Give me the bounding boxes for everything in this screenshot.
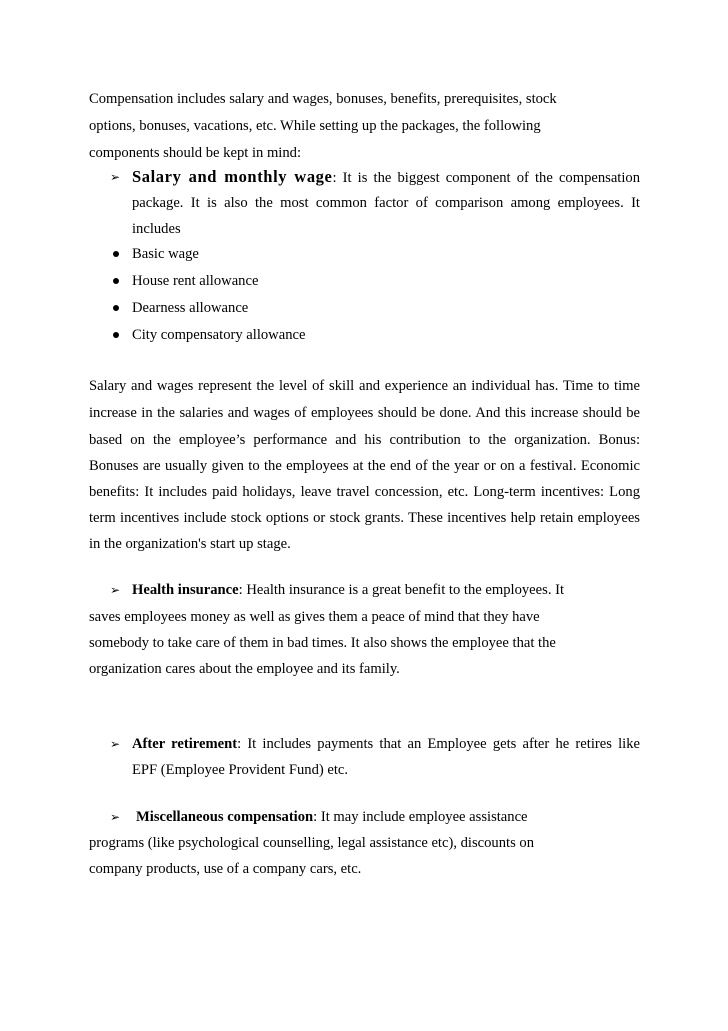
salary-text-3: includes [132,221,181,237]
bullet-item-cca: City compensatory allowance [132,327,306,343]
health-line-3: somebody to take care of them in bad times. It also shows the employee that the [89,635,556,651]
intro-line-2: options, bonuses, vacations, etc. While setting up the packages, the following [89,118,541,134]
health-line-2: saves employees money as well as gives them a peace of mind that they have [89,609,540,625]
misc-heading: Miscellaneous compensation [136,809,314,825]
misc-line-2: programs (like psychological counselling, legal assistance etc), discounts on [89,835,534,851]
paragraph-line-3: based on the employee’s performance and his contribution to the organization. Bonus: [89,432,640,448]
arrow-bullet-icon: ➢ [110,583,121,597]
salary-line-1 [132,168,640,187]
intro-line-3: components should be kept in mind: [89,145,301,161]
salary-text-1: : It is the biggest component of the compensation [332,170,641,186]
retirement-text-2: EPF (Employee Provident Fund) etc. [132,762,349,778]
arrow-bullet-icon: ➢ [110,737,121,751]
health-heading: Health insurance [132,582,239,598]
misc-text-1: : It may include employee assistance [313,809,528,825]
intro-line-1: Compensation includes salary and wages, bonuses, benefits, prerequisites, stock [89,91,557,107]
bullet-item-basic-wage: Basic wage [132,246,199,262]
misc-line-1 [136,808,528,826]
paragraph-line-5: benefits: It includes paid holidays, leave travel concession, etc. Long-term incentives: Long [89,484,640,500]
misc-line-3: company products, use of a company cars, etc. [89,861,362,877]
health-line-1 [132,581,564,599]
paragraph-line-6: term incentives include stock options or stock grants. These incentives help retain employees [89,510,640,526]
health-text-1: : Health insurance is a great benefit to the employees. It [238,582,565,598]
bullet-item-da: Dearness allowance [132,300,249,316]
bullet-dot-icon [113,332,119,338]
arrow-bullet-icon: ➢ [110,810,121,824]
arrow-bullet-icon: ➢ [110,170,121,184]
salary-line-2 [132,194,640,212]
bullet-dot-icon [113,251,119,257]
retirement-text-1: : It includes payments that an Employee gets after he retires like [237,736,640,752]
paragraph-line-2: increase in the salaries and wages of employees should be done. And this increase should be [89,405,640,421]
paragraph-line-4: Bonuses are usually given to the employees at the end of the year or on a festival. Economic [89,458,640,474]
retirement-line-1 [132,735,640,753]
bullet-item-hra: House rent allowance [132,273,259,289]
salary-text-2: package. It is also the most common factor of comparison among employees. It [132,195,640,211]
bullet-dot-icon [113,305,119,311]
bullet-dot-icon [113,278,119,284]
paragraph-line-7: in the organization's start up stage. [89,536,291,552]
paragraph-line-1: Salary and wages represent the level of skill and experience an individual has. Time to time [89,378,640,394]
health-line-4: organization cares about the employee and its family. [89,661,400,677]
salary-heading: Salary and monthly wage [132,167,333,186]
retirement-heading: After retirement [132,736,238,752]
